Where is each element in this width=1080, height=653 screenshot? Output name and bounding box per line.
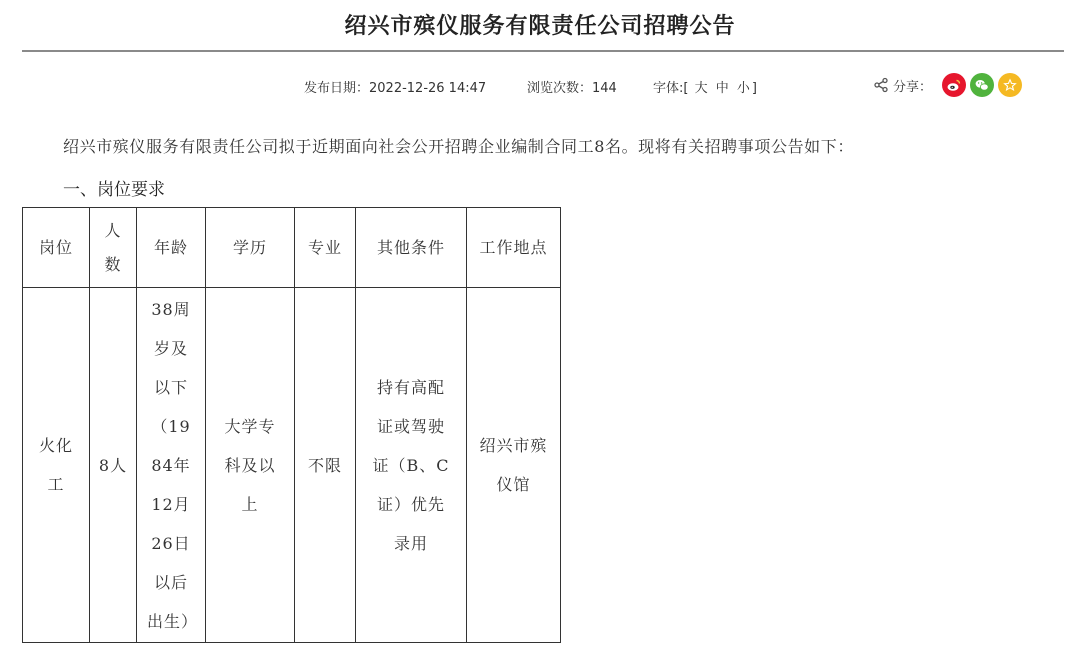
font-size-medium[interactable]: 中 bbox=[715, 81, 729, 96]
header-cell: 岗位 bbox=[23, 208, 90, 288]
intro-paragraph: 绍兴市殡仪服务有限责任公司拟于近期面向社会公开招聘企业编制合同工8名。现将有关招聘事项公告如下： bbox=[63, 137, 854, 156]
table-cell-education: 大学专科及以上 bbox=[206, 288, 295, 643]
header-cell: 工作地点 bbox=[467, 208, 561, 288]
header-cell: 专业 bbox=[295, 208, 356, 288]
share-icon bbox=[873, 77, 889, 93]
table-cell-age: 38周岁及以下（1984年12月26日以后出生） bbox=[137, 288, 206, 643]
share-qzone-button[interactable] bbox=[998, 73, 1022, 97]
table-row bbox=[23, 288, 561, 643]
share-label: 分享： bbox=[893, 79, 933, 95]
title-divider bbox=[22, 50, 1064, 52]
header-cell: 年龄 bbox=[137, 208, 206, 288]
section-heading: 一、岗位要求 bbox=[63, 180, 165, 200]
header-cell: 人数 bbox=[90, 208, 137, 288]
table-cell-headcount: 8人 bbox=[90, 288, 137, 643]
publish-date: 发布日期：2022-12-26 14:47 bbox=[304, 81, 487, 96]
font-size-small[interactable]: 小 bbox=[736, 81, 750, 96]
table-cell-other-conditions: 持有高配证或驾驶证（B、C证）优先录用 bbox=[356, 288, 467, 643]
weibo-icon bbox=[946, 77, 962, 93]
header-cell: 其他条件 bbox=[356, 208, 467, 288]
header-cell: 学历 bbox=[206, 208, 295, 288]
share-bar bbox=[873, 73, 1022, 97]
view-count: 浏览次数：144 bbox=[527, 81, 617, 96]
article-title: 绍兴市殡仪服务有限责任公司招聘公告 bbox=[344, 14, 736, 39]
font-size-label: 字体:[ bbox=[653, 81, 689, 96]
font-size-switcher bbox=[653, 77, 757, 96]
wechat-icon bbox=[974, 77, 990, 93]
font-size-bracket-close: ] bbox=[751, 81, 757, 96]
qzone-star-icon bbox=[1002, 77, 1018, 93]
font-size-large[interactable]: 大 bbox=[694, 81, 708, 96]
table-cell-position: 火化工 bbox=[23, 288, 90, 643]
job-requirements-table bbox=[22, 207, 561, 643]
share-wechat-button[interactable] bbox=[970, 73, 994, 97]
table-cell-major: 不限 bbox=[295, 288, 356, 643]
share-weibo-button[interactable] bbox=[942, 73, 966, 97]
table-header-row bbox=[23, 208, 561, 288]
table-cell-work-location: 绍兴市殡仪馆 bbox=[467, 288, 561, 643]
